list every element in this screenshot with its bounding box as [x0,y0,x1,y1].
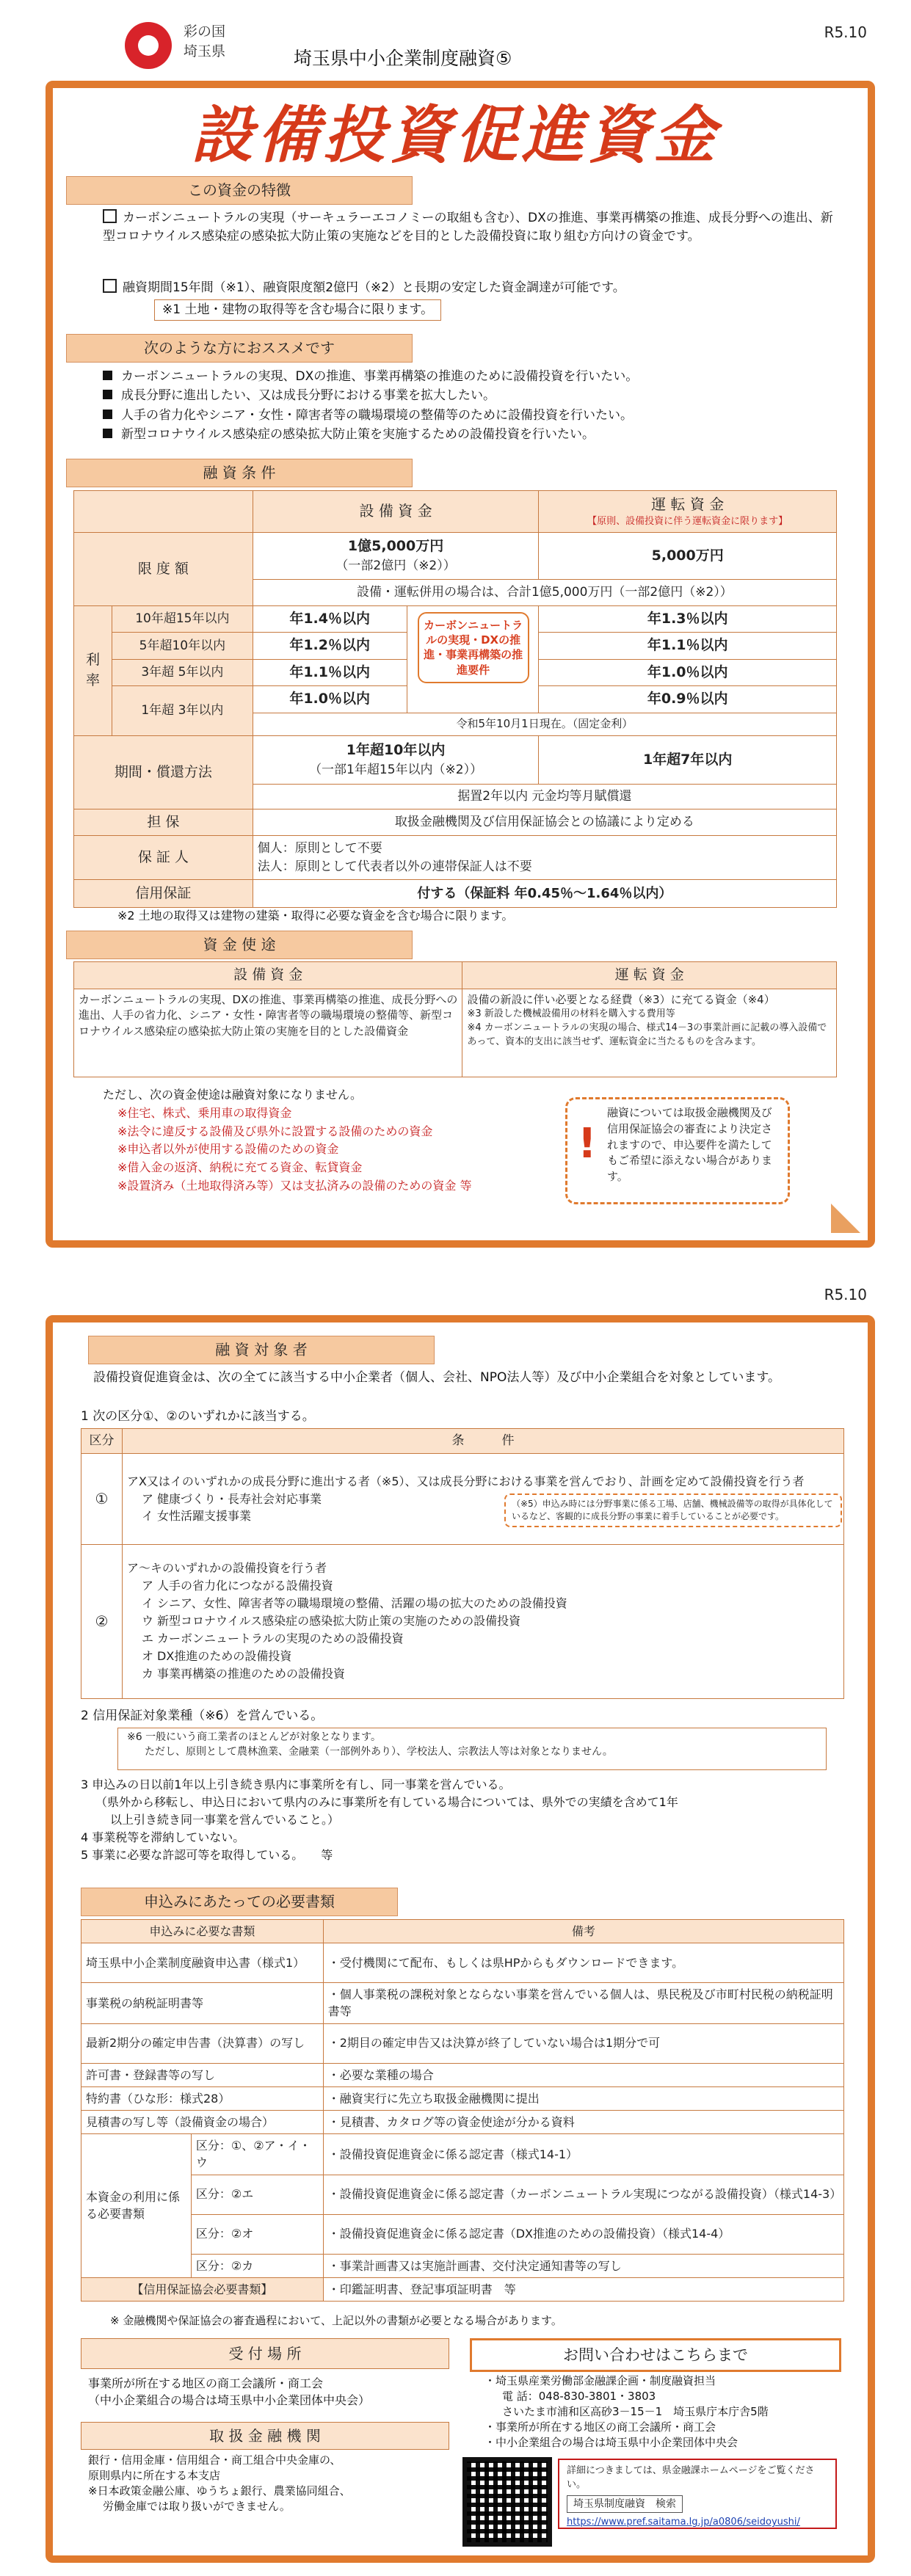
recommend-item: 成長分野に進出したい、又は成長分野における事業を拡大したい。 [103,386,837,405]
eligible-intro: 設備投資促進資金は、次の全てに該当する中小企業者（個人、会社、NPO法人等）及び中小企業組合を対象としています。 [93,1370,780,1385]
doc-note: ・見積書、カタログ等の資金使途が分かる資料 [323,2110,843,2133]
kubun-2: ② [81,1544,123,1698]
web-box: 詳細につきましては、県金融課ホームページをご覧ください。 埼玉県制度融資 検索 https://www.pref.saitama.lg.jp/a0806/seidoyushi/ [558,2459,837,2529]
kubun-1-cond: アX又はイのいずれかの成長分野に進出する者（※5）、又は成長分野における事業を営んでおり、計画を定めて設備投資を行う者 ア 健康づくり・長寿社会対応事業 イ 女性活躍支援事業 （※5）申込み時には分野事業に係る工場、店舗、機械設備等の取得が具体化しているなど、客観的に成長分野の事業に着手していることが必要です。 [122,1453,843,1544]
req-kubun: 区分：②カ [191,2254,323,2277]
eligible-table [81,1428,844,1699]
kubun-2-cond: ア～キのいずれかの設備投資を行う者 ア 人手の省力化につながる設備投資 イ シニア、女性、障害者等の職場環境の整備、活躍の場の拡大のための設備投資 ウ 新型コロナウイルス感染症の感染拡大防止策の実施のための設備投資 エ カーボンニュートラルの実現のための設備投資 オ DX推進のための設備投資 カ 事業再構築の推進のための設備投資 [122,1544,843,1698]
qr-code-icon[interactable] [462,2457,552,2547]
revision-label-2: R5.10 [824,1286,867,1303]
rate-equipment: 年1.4％以内 [253,605,407,633]
checkbox-icon [103,279,117,293]
note6-box: ※6 一般にいう商工業者のほとんどが対象となります。 ただし、原則として農林漁業、金融業（一部例外あり）、学校法人、宗教法人等は対象となりません。 [117,1728,827,1770]
credit-label: 信用保証 [74,880,253,908]
req-kubun: 区分：②オ [191,2214,323,2254]
use-col-equipment: 設 備 資 金 [74,962,462,989]
col-kubun: 区分 [81,1429,123,1454]
eligible-cond2: 2 信用保証対象業種（※6）を営んでいる。 [81,1709,324,1723]
reception-heading: 受 付 場 所 [81,2338,449,2369]
limit-label: 限 度 額 [74,532,253,605]
website-link[interactable]: https://www.pref.saitama.lg.jp/a0806/seidoyushi/ [567,2516,800,2528]
rate-term: 3年超 5年以内 [112,659,253,686]
rate-working: 年1.3％以内 [539,605,837,633]
rate-badge: カーボンニュートラルの実現・DXの推進・事業再構築の推進要件 [418,612,529,683]
limit-equipment: 1億5,000万円 （一部2億円（※2）） [253,532,539,579]
rate-label: 利 率 [74,605,112,735]
rate-term: 1年超 3年以内 [112,686,253,735]
doc-row: 特約書（ひな形：様式28） [81,2086,324,2110]
recommend-list [103,367,837,444]
saitama-logo-icon [125,22,172,69]
period-working: 1年超7年以内 [539,735,837,784]
review-callout [565,1097,790,1204]
doc-row: 埼玉県中小企業制度融資申込書（様式1） [81,1943,324,1983]
credit-value: 付する（保証料 年0.45％～1.64％以内） [253,880,836,908]
doc-row: 見積書の写し等（設備資金の場合） [81,2110,324,2133]
req-note: ・設備投資促進資金に係る認定書（様式14-1） [323,2134,843,2175]
doc-note: ・個人事業税の課税対象とならない事業を営んでいる個人は、県民税及び市町村民税の納税証明書等 [323,1983,843,2023]
req-kubun: 区分：②エ [191,2175,323,2214]
period-grace: 据置2年以内 元金均等月賦償還 [253,784,836,809]
rate-badge-cell [407,605,539,713]
use-table [73,961,837,1077]
doc-row: 最新2期分の確定申告書（決算書）の写し [81,2023,324,2063]
rate-working: 年0.9％以内 [539,686,837,713]
limit-working: 5,000万円 [539,532,837,579]
period-label: 期間・償還方法 [74,735,253,809]
use-heading: 資 金 使 途 [66,931,413,959]
credit-doc-note: ・印鑑証明書、登記事項証明書 等 [323,2277,843,2301]
rate-term: 10年超15年以内 [112,605,253,633]
eligible-cond-3-5: 3 申込みの日以前1年以上引き続き県内に事業所を有し、同一事業を営んでいる。 （県外から移転し、申込日において県内のみに事業所を有している場合については、県外での実績を含めて1年 以上引き続き同一事業を営んでいること。） 4 事業税等を滞納していない。 5 事業に必要な許認可等を取得している。 等 [81,1778,678,1862]
docs-table [81,1919,844,2302]
exclamation-icon: ! [578,1120,597,1168]
terms-heading: 融 資 条 件 [66,459,413,487]
collateral-label: 担 保 [74,809,253,836]
use-col-working: 運 転 資 金 [462,962,837,989]
series-title: 埼玉県中小企業制度融資⑤ [294,48,512,69]
reception-body: 事業所が所在する地区の商工会議所・商工会 （中小企業組合の場合は埼玉県中小企業団体中央会） [88,2376,371,2408]
doc-row: 許可書・登録書等の写し [81,2063,324,2086]
req-kubun: 区分：①、②ア・イ・ウ [191,2134,323,2175]
pref-name-line1: 彩の国 [184,23,226,40]
col-doc: 申込みに必要な書類 [81,1920,324,1943]
banks-heading: 取 扱 金 融 機 関 [81,2422,449,2450]
feature-note-1: ※1 土地・建物の取得等を含む場合に限ります。 [154,299,441,321]
recommend-item: カーボンニュートラルの実現、DXの推進、事業再構築の推進のために設備投資を行いたい。 [103,367,837,386]
req-label: 本資金の利用に係る必要書類 [81,2134,192,2278]
features-heading: この資金の特徴 [66,176,413,205]
guarantor-value: 個人：原則として不要 法人：原則として代表者以外の連帯保証人は不要 [253,836,836,880]
eligible-heading: 融 資 対 象 者 [88,1336,435,1364]
rate-equipment: 年1.0％以内 [253,686,407,713]
col-working: 運 転 資 金 【原則、設備投資に伴う運転資金に限ります】 [539,491,837,533]
docs-heading: 申込みにあたっての必要書類 [81,1888,398,1916]
use-working-cell: 設備の新設に伴い必要となる経費（※3）に充てる資金（※4） ※3 新設した機械設備用の材料を購入する費用等 ※4 カーボンニュートラルの実現の場合、様式14－3の事業計画に記載の導入設備であって、資本的支出に該当せず、運転資金に当たるものを含みます。 [462,989,837,1077]
callout-text: 融資については取扱金融機関及び信用保証協会の審査により決定されますので、申込要件を満たしてもご希望に添えない場合があります。 [607,1106,773,1183]
doc-note: ・受付機関にて配布、もしくは県HPからもダウンロードできます。 [323,1943,843,1983]
recommend-item: 新型コロナウイルス感染症の感染拡大防止策を実施するための設備投資を行いたい。 [103,425,837,444]
eligible-cond1: 1 次の区分①、②のいずれかに該当する。 [81,1409,315,1424]
rate-working: 年1.1％以内 [539,633,837,660]
pref-name-line2: 埼玉県 [184,43,226,59]
col-jouken: 条 件 [122,1429,843,1454]
page-2 [0,1262,911,2576]
kubun-1-note: （※5）申込み時には分野事業に係る工場、店舗、機械設備等の取得が具体化しているなど、客観的に成長分野の事業に着手していることが必要です。 [504,1493,842,1528]
rate-equipment: 年1.2％以内 [253,633,407,660]
search-box[interactable]: 埼玉県制度融資 検索 [567,2495,683,2513]
rate-working: 年1.0％以内 [539,659,837,686]
col-note: 備考 [323,1920,843,1943]
rate-date: 令和5年10月1日現在。（固定金利） [253,713,836,736]
prefecture-name [184,22,225,61]
revision-label: R5.10 [824,23,867,41]
limit-combined: 設備・運転併用の場合は、合計1億5,000万円（一部2億円（※2）） [253,579,836,605]
recommend-heading: 次のような方におススメです [66,334,413,363]
req-note: ・設備投資促進資金に係る認定書（カーボンニュートラル実現につながる設備投資）（様式14-3） [323,2175,843,2214]
terms-table [73,490,837,908]
doc-note: ・融資実行に先立ち取扱金融機関に提出 [323,2086,843,2110]
checkbox-icon [103,209,117,223]
feature-item-1: カーボンニュートラルの実現（サーキュラーエコノミーの取組も含む）、DXの推進、事業再構築の推進、成長分野への進出、新型コロナウイルス感染症の感染拡大防止策の実施などを目的とした設備投資に取り組む方向けの資金です。 [103,211,833,244]
use-exceptions: ただし、次の資金使途は融資対象になりません。 ※住宅、株式、乗用車の取得資金 ※法令に違反する設備及び県外に設置する設備のための資金 ※申込者以外が使用する設備のための資金 ※借入金の返済、納税に充てる資金、転貸資金 ※設置済み（土地取得済み等）又は支払済みの設備のための資金 等 [103,1088,472,1193]
req-note: ・設備投資促進資金に係る認定書（DX推進のための設備投資）（様式14-4） [323,2214,843,2254]
page-title: 設備投資促進資金 [191,99,720,171]
contact-heading: お問い合わせはこちらまで [470,2338,841,2372]
recommend-item: 人手の省力化やシニア・女性・障害者等の職場環境の整備等のために設備投資を行いたい。 [103,406,837,425]
terms-note-2: ※2 土地の取得又は建物の建築・取得に必要な資金を含む場合に限ります。 [117,909,514,923]
page-1 [0,0,911,1262]
guarantor-label: 保 証 人 [74,836,253,880]
credit-doc: 【信用保証協会必要書類】 [81,2277,324,2301]
banks-body: 銀行・信用金庫・信用組合・商工組合中央金庫の、 原則県内に所在する本支店 ※日本政策金融公庫、ゆうちょ銀行、農業協同組合、 労働金庫では取り扱いができません。 [88,2453,351,2513]
rate-equipment: 年1.1％以内 [253,659,407,686]
collateral-value: 取扱金融機関及び信用保証協会との協議により定める [253,809,836,836]
contact-body: ・埼玉県産業労働部金融課企画・制度融資担当 電 話：048-830-3801・3803 さいたま市浦和区高砂3－15－1 埼玉県庁本庁舎5階 ・事業所が所在する地区の商工会議所・商工会 ・中小企業組合の場合は埼玉県中小企業団体中央会 [484,2374,769,2449]
col-equipment: 設 備 資 金 [253,491,539,533]
rate-term: 5年超10年以内 [112,633,253,660]
page-curl-icon [831,1204,860,1233]
docs-footnote: ※ 金融機関や保証協会の審査過程において、上記以外の書類が必要となる場合があります。 [110,2314,562,2327]
doc-note: ・2期目の確定申告又は決算が終了していない場合は1期分で可 [323,2023,843,2063]
period-equipment: 1年超10年以内 （一部1年超15年以内（※2）） [253,735,539,784]
req-note: ・事業計画書又は実施計画書、交付決定通知書等の写し [323,2254,843,2277]
doc-row: 事業税の納税証明書等 [81,1983,324,2023]
doc-note: ・必要な業種の場合 [323,2063,843,2086]
kubun-1: ① [81,1453,123,1544]
feature-item-2: 融資期間15年間（※1）、融資限度額2億円（※2）と長期の安定した資金調達が可能です。 [103,279,837,297]
use-equipment-text: カーボンニュートラルの実現、DXの推進、事業再構築の推進、成長分野への進出、人手の省力化、シニア・女性・障害者等の職場環境の整備等、新型コロナウイルス感染症の感染拡大防止策の実施を目的とした設備資金 [74,989,462,1077]
